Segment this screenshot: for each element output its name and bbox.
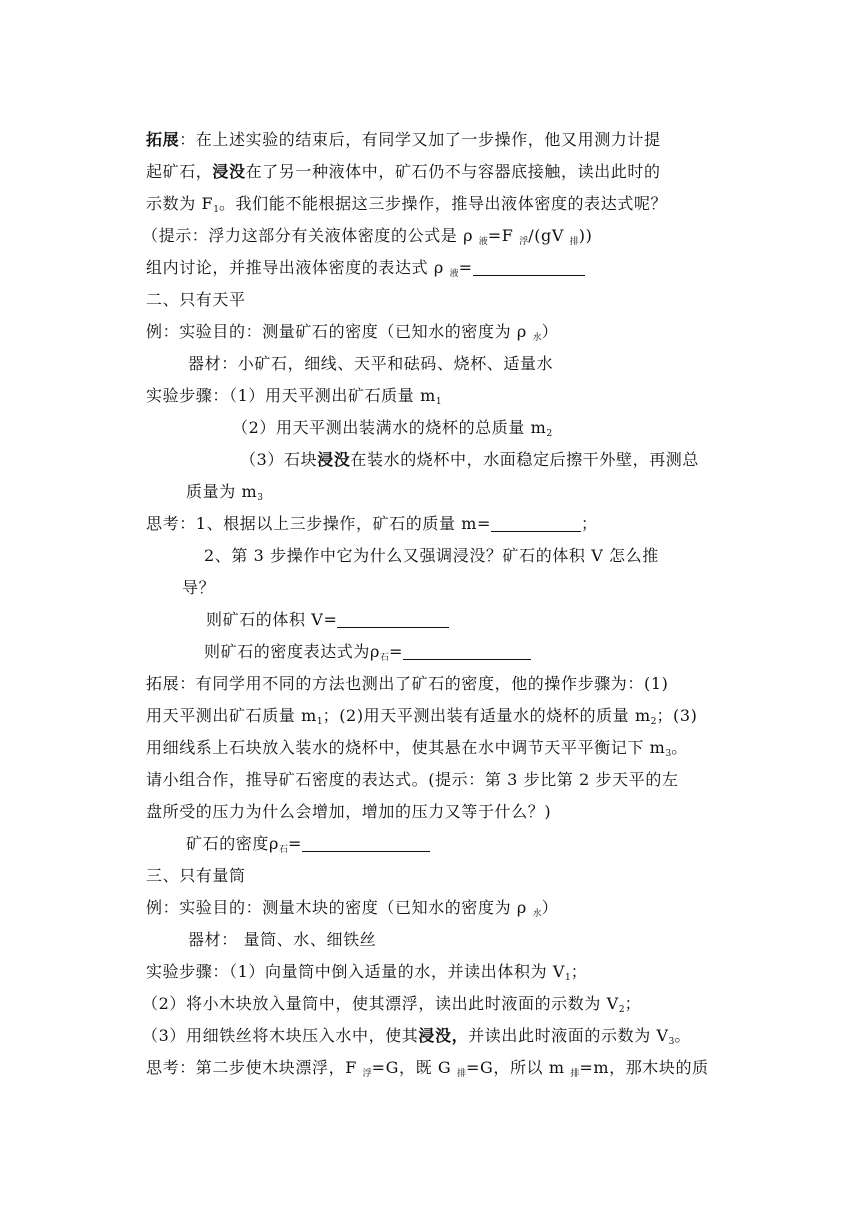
subscript: 1 <box>435 397 442 407</box>
density-line <box>204 641 531 669</box>
text: 矿石的密度ρ <box>186 834 280 853</box>
think-line <box>146 1057 709 1085</box>
equipment-line: 器材： 量筒、水、细铁丝 <box>188 930 377 949</box>
text: ； <box>624 994 642 1013</box>
text: ） <box>541 898 559 917</box>
text: 则矿石的密度表达式为ρ <box>204 642 381 661</box>
text: 思考：第二步使木块漂浮，F <box>146 1058 363 1077</box>
text: （2）用天平测出装满水的烧杯的总质量 m <box>232 418 547 437</box>
text: 例：实验目的：测量矿石的密度（已知水的密度为 ρ <box>146 322 533 341</box>
text: （3）用细铁丝将木块压入水中，使其 <box>142 1026 419 1045</box>
subscript: 液 <box>449 269 459 279</box>
alt-density-line <box>186 833 430 861</box>
subscript: 排 <box>569 237 579 247</box>
text: = <box>458 258 473 277</box>
section-heading-cylinder: 三、只有量筒 <box>146 866 246 885</box>
extension-line-1 <box>146 129 661 151</box>
text: ；(3) <box>656 706 698 725</box>
subscript: 液 <box>478 237 488 247</box>
subscript: 浮 <box>519 237 529 247</box>
emphasis-immersed: 浸没， <box>418 1026 469 1045</box>
think-question-1 <box>146 513 598 535</box>
text: ） <box>541 322 559 341</box>
text: 质量为 m <box>186 482 258 501</box>
text: =m，那木块的质 <box>579 1058 709 1077</box>
subscript: 3 <box>665 749 672 759</box>
alt-method-line-4: 请小组合作，推导矿石密度的表达式。(提示：第 3 步比第 2 步天平的左 <box>146 770 679 789</box>
subscript: 石 <box>279 845 289 855</box>
step-3 <box>240 449 699 471</box>
equipment-line: 器材：小矿石，细线、天平和砝码、烧杯、适量水 <box>188 354 554 373</box>
step-2 <box>142 993 641 1021</box>
text: （2）将小木块放入量筒中，使其漂浮，读出此时液面的示数为 V <box>142 994 619 1013</box>
extension-line-3 <box>146 193 667 221</box>
text: 。 <box>671 738 688 757</box>
text: 示数为 F <box>146 194 214 213</box>
alt-method-line-5: 盘所受的压力为什么会增加，增加的压力又等于什么？) <box>146 802 552 821</box>
volume-line <box>206 609 449 631</box>
subscript: 1 <box>565 973 571 983</box>
subscript: 2 <box>618 1005 625 1015</box>
text: 例：实验目的：测量木块的密度（已知水的密度为 ρ <box>146 898 533 917</box>
text: )) <box>578 226 593 245</box>
alt-method-line-3 <box>146 737 688 765</box>
text: （3）石块 <box>240 450 318 469</box>
text: =G，所以 m <box>465 1058 571 1077</box>
text: ：在上述实验的结束后，有同学又加了一步操作，他又用测力计提 <box>179 130 661 149</box>
emphasis-immersed: 浸没 <box>212 162 246 181</box>
text: 。 <box>674 1026 691 1045</box>
text: =F <box>487 226 520 245</box>
text: 组内讨论，并推导出液体密度的表达式 ρ <box>146 258 450 277</box>
subscript: 水 <box>532 909 542 919</box>
step-1 <box>146 961 587 989</box>
text: （提示：浮力这部分有关液体密度的公式是 ρ <box>142 226 479 245</box>
text: /(gV <box>528 226 570 245</box>
subscript: 排 <box>570 1069 580 1079</box>
answer-blank <box>491 515 581 532</box>
extension-label: 拓展 <box>146 130 180 149</box>
text: 在了另一种液体中，矿石仍不与容器底接触，读出此时的 <box>245 162 661 181</box>
text: 起矿石， <box>146 162 213 181</box>
text: 在装水的烧杯中，水面稳定后擦干外壁，再测总 <box>350 450 699 469</box>
text: ； <box>581 514 598 533</box>
text: 并读出此时液面的示数为 V <box>468 1026 669 1045</box>
step-1 <box>146 385 442 413</box>
extension-hint-line <box>142 225 592 253</box>
example-line <box>146 321 558 349</box>
step-3 <box>142 1025 691 1053</box>
text: ；(2)用天平测出装有适量水的烧杯的质量 m <box>322 706 651 725</box>
text: 用天平测出矿石质量 m <box>146 706 317 725</box>
section-heading-balance: 二、只有天平 <box>146 290 246 309</box>
subscript: 2 <box>546 429 553 439</box>
text: = <box>389 642 404 661</box>
step-3-continued <box>186 481 263 509</box>
answer-blank <box>302 835 430 852</box>
text: 。我们能不能根据这三步操作，推导出液体密度的表达式呢？ <box>218 194 668 213</box>
text: 实验步骤：（1）用天平测出矿石质量 m <box>146 386 436 405</box>
extension-line-2 <box>146 161 661 183</box>
extension-answer-line <box>146 257 585 285</box>
text: ； <box>570 962 588 981</box>
subscript: 3 <box>257 493 263 503</box>
subscript: 水 <box>532 333 542 343</box>
text: 思考：1、根据以上三步操作，矿石的质量 m= <box>146 514 492 533</box>
subscript: 1 <box>316 717 323 727</box>
answer-blank <box>403 643 531 660</box>
answer-blank <box>337 611 449 628</box>
subscript: 1 <box>213 205 219 215</box>
subscript: 排 <box>456 1069 466 1079</box>
answer-blank <box>473 259 585 276</box>
subscript: 浮 <box>362 1069 372 1079</box>
step-2 <box>232 417 552 445</box>
subscript: 2 <box>650 717 657 727</box>
subscript: 石 <box>380 653 390 663</box>
emphasis-immersed: 浸没 <box>317 450 351 469</box>
think-question-2: 2、第 3 步操作中它为什么又强调浸没？矿石的体积 V 怎么推 <box>204 546 659 565</box>
text: = <box>288 834 303 853</box>
subscript: 3 <box>668 1037 675 1047</box>
text: 则矿石的体积 V= <box>206 610 338 629</box>
example-line <box>146 897 558 925</box>
text: =G，既 G <box>371 1058 457 1077</box>
alt-method-line-2 <box>146 705 698 733</box>
alt-method-line-1: 拓展：有同学用不同的方法也测出了矿石的密度，他的操作步骤为：(1) <box>146 674 669 693</box>
think-question-2-continued: 导？ <box>182 578 216 597</box>
text: 实验步骤：（1）向量筒中倒入适量的水，并读出体积为 V <box>146 962 566 981</box>
text: 用细线系上石块放入装水的烧杯中，使其悬在水中调节天平平衡记下 m <box>146 738 666 757</box>
